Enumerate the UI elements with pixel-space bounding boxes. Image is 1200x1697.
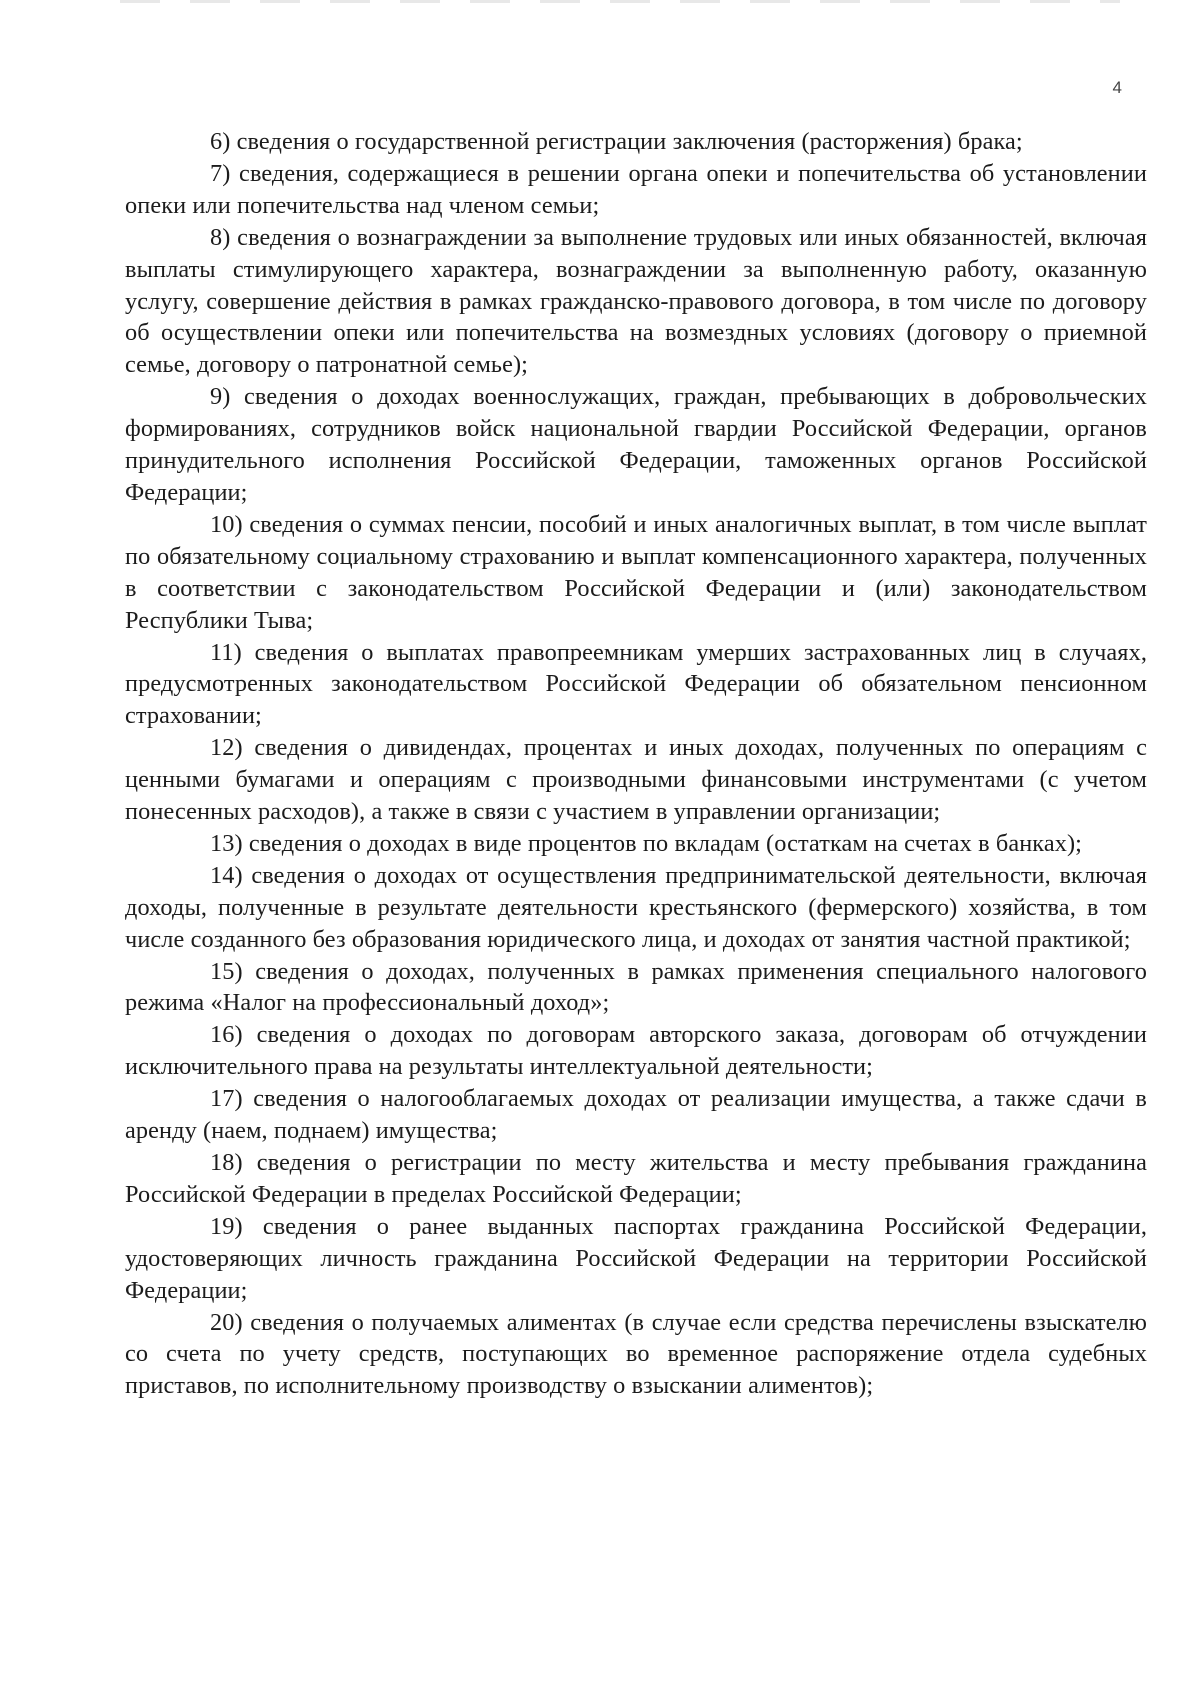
list-item-13: 13) сведения о доходах в виде процентов по вкладам (остаткам на счетах в банках); <box>210 829 1083 857</box>
list-item-19: 19) сведения о ранее выданных паспортах гражданина Российской Федерации, удостоверяющих личность гражданина Российской Федерации на территории Российской Федерации; <box>125 1212 1147 1304</box>
page-number: 4 <box>1112 78 1122 97</box>
list-item-8: 8) сведения о вознаграждении за выполнение трудовых или иных обязанностей, включая выплаты стимулирующего характера, вознаграждении за выполненную работу, оказанную услугу, совершение действия в рамках гражданско-правового договора, в том числе по договору об осуществлении опеки или попечительства на возмездных условиях (договору о приемной семье, договору о патронатной семье); <box>125 223 1147 379</box>
list-item-16: 16) сведения о доходах по договорам авторского заказа, договорам об отчуждении исключительного права на результаты интеллектуальной деятельности; <box>125 1021 1147 1081</box>
list-item-7: 7) сведения, содержащиеся в решении органа опеки и попечительства об установлении опеки или попечительства над членом семьи; <box>125 159 1147 219</box>
list-item-9: 9) сведения о доходах военнослужащих, граждан, пребывающих в добровольческих формированиях, сотрудников войск национальной гвардии Российской Федерации, органов принудительного исполнения Российской Федерации, таможенных органов Российской Федерации; <box>125 383 1147 506</box>
list-item-18: 18) сведения о регистрации по месту жительства и месту пребывания гражданина Российской Федерации в пределах Российской Федерации; <box>125 1149 1147 1208</box>
document-body <box>125 126 1147 1402</box>
list-item-15: 15) сведения о доходах, полученных в рамках применения специального налогового режима «Налог на профессиональный доход»; <box>125 957 1147 1017</box>
scan-top-edge <box>120 0 1120 3</box>
list-item-11: 11) сведения о выплатах правопреемникам умерших застрахованных лиц в случаях, предусмотренных законодательством Российской Федерации об обязательном пенсионном страховании; <box>125 638 1147 730</box>
list-item-6: 6) сведения о государственной регистрации заключения (расторжения) брака; <box>210 128 1023 155</box>
list-item-12: 12) сведения о дивидендах, процентах и иных доходах, полученных по операциям с ценными бумагами и операциям с производными финансовыми инструментами (с учетом понесенных расходов), а также в связи с участием в управлении организации; <box>125 734 1147 826</box>
list-item-20: 20) сведения о получаемых алиментах (в случае если средства перечислены взыскателю со счета по учету средств, поступающих во временное распоряжение отдела судебных приставов, по исполнительному производству о взыскании алиментов); <box>125 1308 1147 1400</box>
list-item-10: 10) сведения о суммах пенсии, пособий и иных аналогичных выплат, в том числе выплат по обязательному социальному страхованию и выплат компенсационного характера, полученных в соответствии с законодательством Российской Федерации и (или) законодательством Республики Тыва; <box>125 510 1147 634</box>
list-item-14: 14) сведения о доходах от осуществления предпринимательской деятельности, включая доходы, полученные в результате деятельности крестьянского (фермерского) хозяйства, в том числе созданного без образования юридического лица, и доходах от занятия частной практикой; <box>125 861 1147 953</box>
list-item-17: 17) сведения о налогооблагаемых доходах от реализации имущества, а также сдачи в аренду (наем, поднаем) имущества; <box>125 1085 1147 1145</box>
